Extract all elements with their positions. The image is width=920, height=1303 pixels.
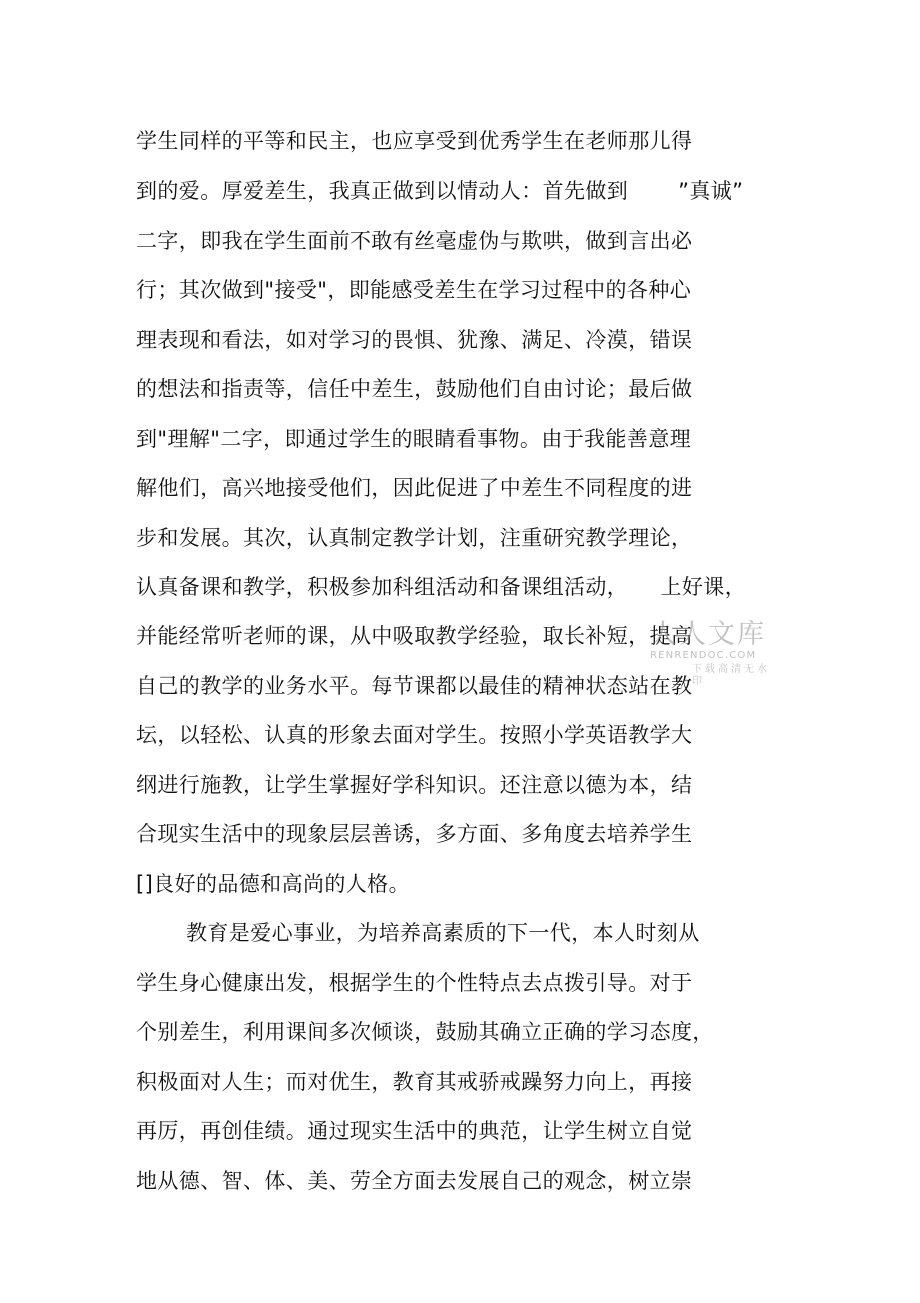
body-text-line: 再厉，再创佳绩。通过现实生活中的典范，让学生树立自觉 (136, 1119, 693, 1143)
body-text-line: 坛，以轻松、认真的形象去面对学生。按照小学英语教学大 (136, 723, 693, 747)
body-text-line: 自己的教学的业务水平。每节课都以最佳的精神状态站在教 (136, 674, 693, 698)
body-text-line: 到的爱。厚爱差生，我真正做到以情动人：首先做到 ”真诚” (136, 179, 744, 203)
watermark-title: 人人文库 (650, 619, 766, 650)
body-text-line: 学生同样的平等和民主，也应享受到优秀学生在老师那儿得 (136, 129, 693, 153)
body-text-line: 的想法和指责等，信任中差生，鼓励他们自由讨论；最后做 (136, 377, 693, 401)
body-text-line: 到"理解"二字，即通过学生的眼睛看事物。由于我能善意理 (136, 427, 692, 451)
body-text-line: 二字，即我在学生面前不敢有丝毫虚伪与欺哄，做到言出必 (136, 229, 693, 253)
body-text-line: 解他们，高兴地接受他们，因此促进了中差生不同程度的进 (136, 476, 693, 500)
body-text-line: 认真备课和教学，积极参加科组活动和备课组活动， 上好课， (136, 575, 747, 599)
body-text-line: 个别差生，利用课间多次倾谈，鼓励其确立正确的学习态度， (136, 1020, 714, 1044)
body-text-line: 合现实生活中的现象层层善诱，多方面、多角度去培养学生 (136, 822, 693, 846)
paragraph-first-line: 教育是爱心事业，为培养高素质的下一代，本人时刻从 (186, 921, 700, 945)
body-text-line: 积极面对人生；而对优生，教育其戒骄戒躁努力向上，再接 (136, 1070, 693, 1094)
body-text-line: 纲进行施教，让学生掌握好学科知识。还注意以德为本，结 (136, 773, 693, 797)
watermark-subtitle: RENRENDOC.COM (650, 650, 757, 661)
body-text-line: 步和发展。其次，认真制定教学计划，注重研究教学理论， (136, 526, 693, 550)
watermark-note: 下载高清无水印 (692, 664, 770, 687)
body-text-line: 地从德、智、体、美、劳全方面去发展自己的观念，树立崇 (136, 1169, 693, 1193)
body-text-line: []良好的品德和高尚的人格。 (136, 872, 410, 896)
body-text-line: 并能经常听老师的课，从中吸取教学经验，取长补短，提高 (136, 624, 693, 648)
body-text-line: 行；其次做到"接受"，即能感受差生在学习过程中的各种心 (136, 278, 692, 302)
body-text-line: 学生身心健康出发，根据学生的个性特点去点拨引导。对于 (136, 971, 693, 995)
body-text-line: 理表现和看法，如对学习的畏惧、犹豫、满足、冷漠，错误 (136, 328, 693, 352)
